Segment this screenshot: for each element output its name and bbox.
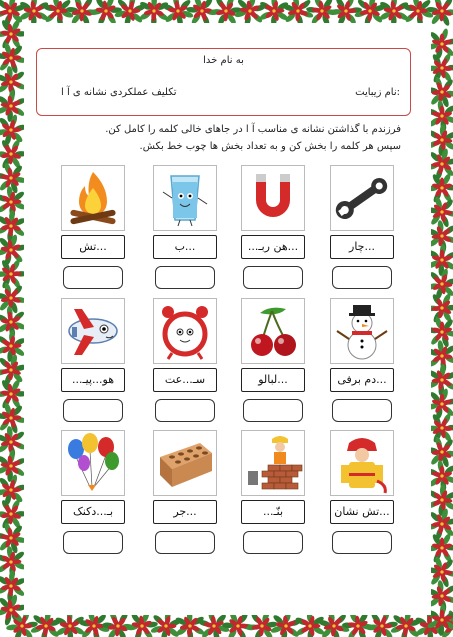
instruction-line-1: فرزندم با گذاشتن نشانه ی مناسب آ ا در جاهای خالی کلمه را کامل کن. <box>105 124 401 135</box>
word-box[interactable]: هو...پیـ... <box>61 368 125 392</box>
alarm-clock-icon <box>153 298 217 364</box>
syllable-answer-box[interactable] <box>332 266 392 289</box>
word-box[interactable]: ...دم برفی <box>330 368 394 392</box>
wrench-icon <box>330 165 394 231</box>
syllable-answer-box[interactable] <box>243 266 303 289</box>
firefighter-icon <box>330 430 394 496</box>
syllable-answer-box[interactable] <box>63 399 123 422</box>
syllable-answer-box[interactable] <box>243 531 303 554</box>
balloons-icon <box>61 430 125 496</box>
syllable-answer-box[interactable] <box>155 531 215 554</box>
word-box[interactable]: ...هن ربـ... <box>241 235 305 259</box>
task-title: تکلیف عملکردی نشانه ی آ ا <box>61 87 177 98</box>
word-box[interactable]: ...چار <box>330 235 394 259</box>
syllable-answer-box[interactable] <box>155 266 215 289</box>
syllable-answer-box[interactable] <box>332 531 392 554</box>
brick-icon <box>153 430 217 496</box>
fire-icon <box>61 165 125 231</box>
magnet-icon <box>241 165 305 231</box>
snowman-icon <box>330 298 394 364</box>
syllable-answer-box[interactable] <box>155 399 215 422</box>
word-box[interactable]: ...لبالو <box>241 368 305 392</box>
builder-icon <box>241 430 305 496</box>
airplane-icon <box>61 298 125 364</box>
word-box[interactable]: ...تش نشان <box>330 500 394 524</box>
water-glass-icon <box>153 165 217 231</box>
word-box[interactable]: بنّـ... <box>241 500 305 524</box>
word-box[interactable]: سـ...عت <box>153 368 217 392</box>
header-box <box>36 48 411 116</box>
bismillah-text: به نام خدا <box>203 55 244 66</box>
word-box[interactable]: ...تش <box>61 235 125 259</box>
syllable-answer-box[interactable] <box>243 399 303 422</box>
word-box[interactable]: ...جر <box>153 500 217 524</box>
syllable-answer-box[interactable] <box>63 266 123 289</box>
word-box[interactable]: ...ب <box>153 235 217 259</box>
word-box[interactable]: بـ...دکنک <box>61 500 125 524</box>
syllable-answer-box[interactable] <box>63 531 123 554</box>
syllable-answer-box[interactable] <box>332 399 392 422</box>
name-field-label: نام زیبایت: <box>355 87 400 98</box>
cherry-icon <box>241 298 305 364</box>
instruction-line-2: سپس هر کلمه را بخش کن و به تعداد بخش ها چوب خط بکش. <box>139 141 401 152</box>
